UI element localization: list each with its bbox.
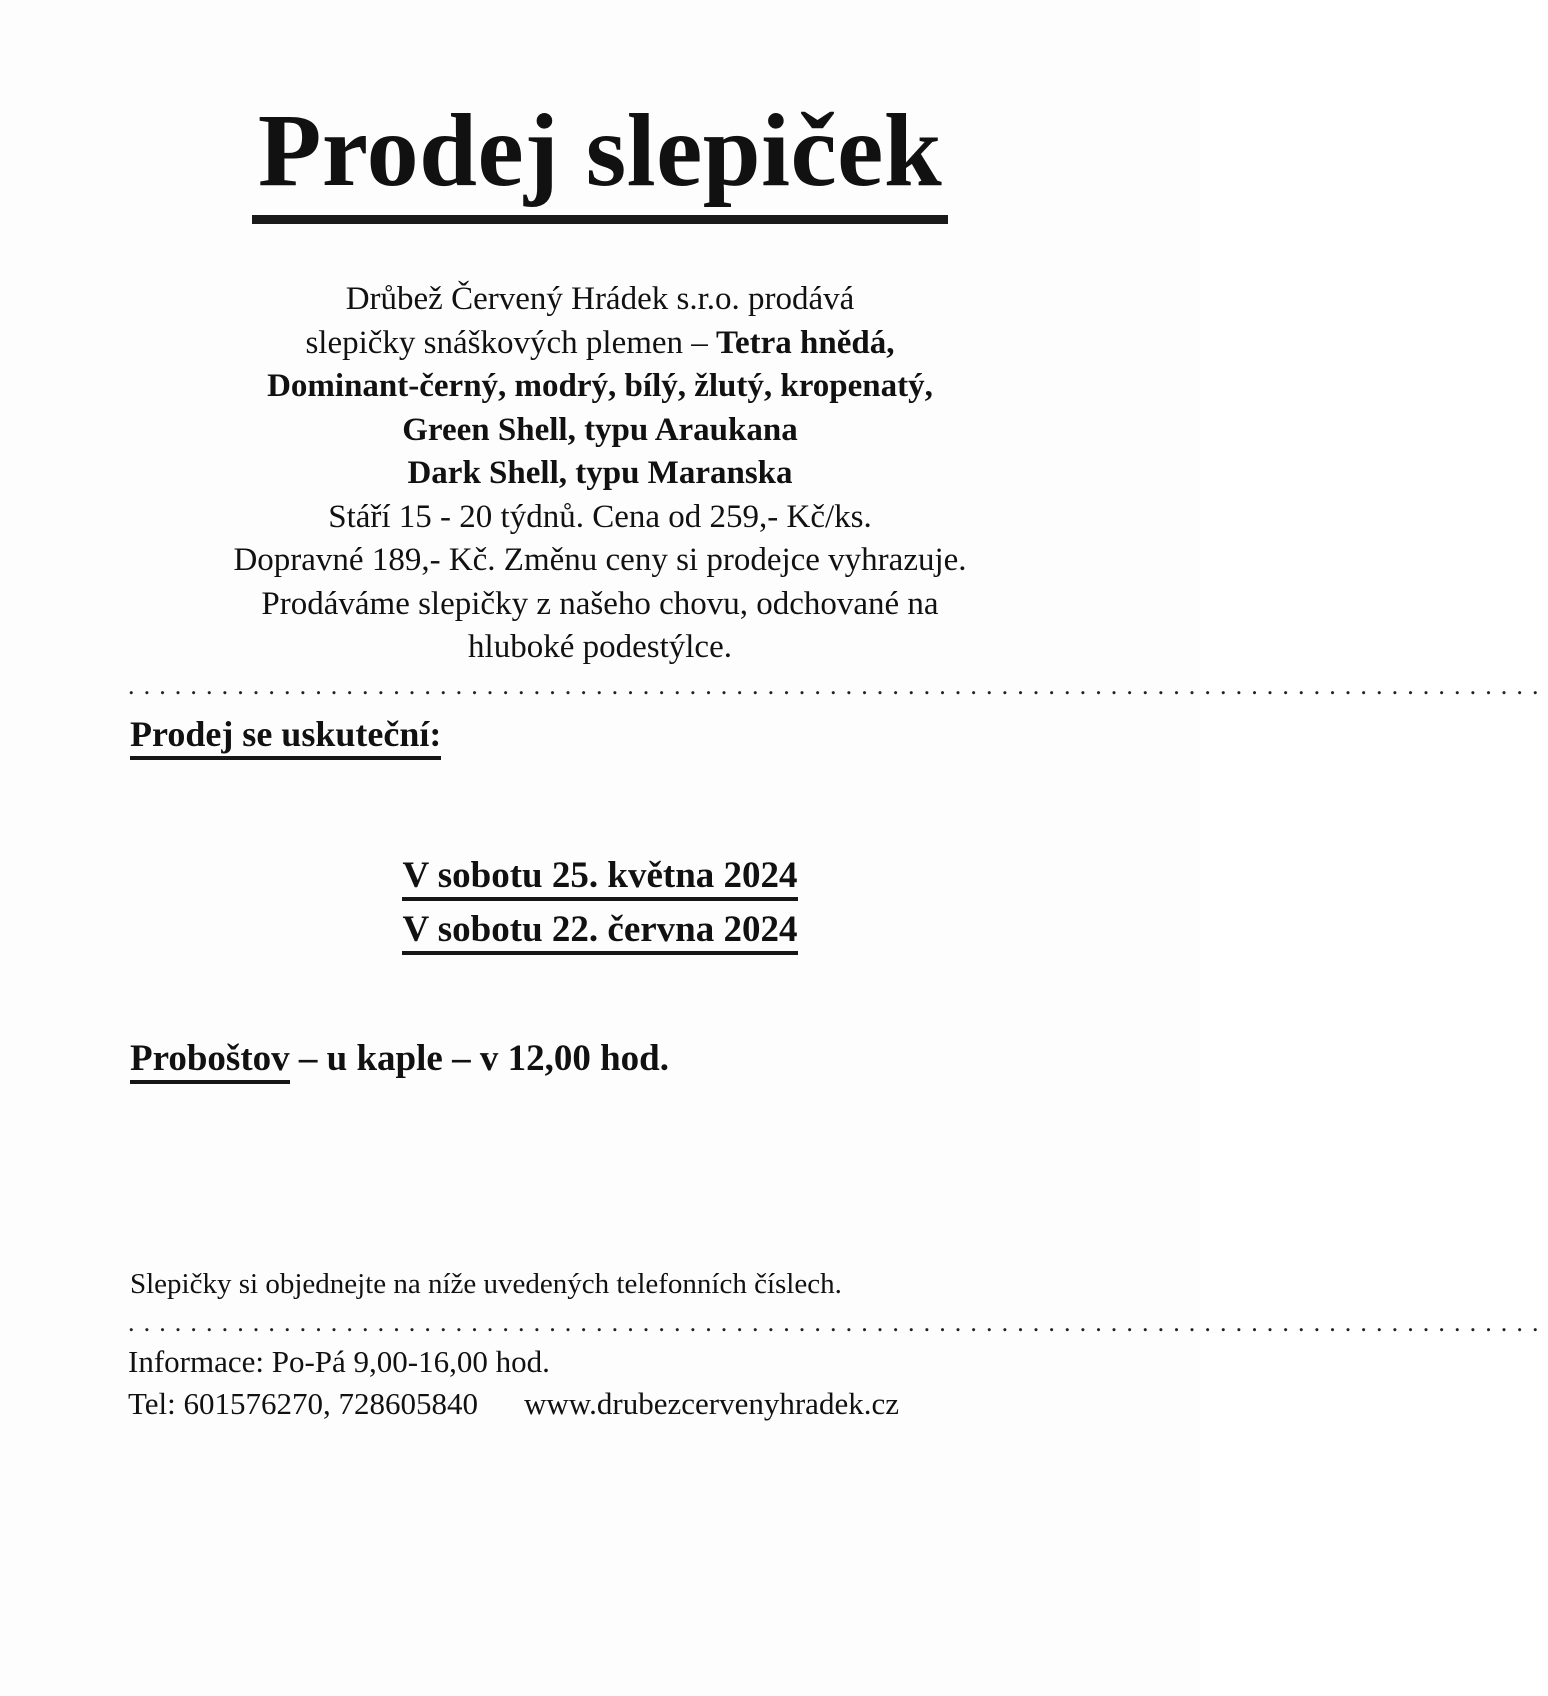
sale-date-1-text: V sobotu 25. května 2024: [402, 855, 797, 901]
sale-heading: [130, 713, 441, 755]
sale-date-2-text: V sobotu 22. června 2024: [402, 909, 797, 955]
contact-line: [128, 1383, 1128, 1425]
intro-line-1: Drůbež Červený Hrádek s.r.o. prodává: [345, 281, 855, 317]
intro-line-2-plain: slepičky snáškových plemen –: [305, 324, 717, 361]
order-note: Slepičky si objednejte na níže uvedených telefonních číslech.: [130, 1268, 842, 1300]
sale-date-1: [0, 852, 1200, 900]
intro-paragraph: [100, 278, 1100, 670]
sale-date-2: [0, 906, 1200, 954]
intro-line-4: Green Shell, typu Araukana: [402, 411, 798, 448]
venue-detail: – u kaple – v 12,00 hod.: [289, 1038, 669, 1079]
intro-line-6: Stáří 15 - 20 týdnů. Cena od 259,- Kč/ks.: [328, 498, 872, 535]
dotted-divider-bottom: ...........................................................................................: [128, 1308, 1548, 1337]
info-hours: Informace: Po-Pá 9,00-16,00 hod.: [128, 1344, 550, 1379]
sale-dates: [0, 852, 1200, 960]
intro-line-7: Dopravné 189,- Kč. Změnu ceny si prodejce vyhrazuje.: [233, 542, 967, 578]
dotted-divider-top: ...........................................................................................: [128, 671, 1548, 700]
intro-line-9: hluboké podestýlce.: [468, 629, 732, 665]
intro-line-3: Dominant-černý, modrý, bílý, žlutý, kropenatý,: [267, 368, 933, 404]
intro-line-2: [100, 322, 1100, 366]
venue-place: Proboštov: [130, 1038, 290, 1084]
page-title: Prodej slepiček: [252, 96, 948, 224]
contact-block: [128, 1341, 1128, 1425]
phone-numbers: Tel: 601576270, 728605840: [128, 1386, 479, 1421]
intro-line-8: Prodáváme slepičky z našeho chovu, odchované na: [261, 585, 939, 622]
website-link[interactable]: www.drubezcervenyhradek.cz: [524, 1386, 899, 1421]
intro-line-5: Dark Shell, typu Maranska: [407, 455, 793, 491]
title-block: [0, 93, 1200, 224]
intro-line-2-bold: Tetra hnědá,: [716, 324, 895, 361]
venue-line: [130, 1037, 669, 1080]
sale-heading-text: Prodej se uskuteční:: [130, 714, 441, 760]
